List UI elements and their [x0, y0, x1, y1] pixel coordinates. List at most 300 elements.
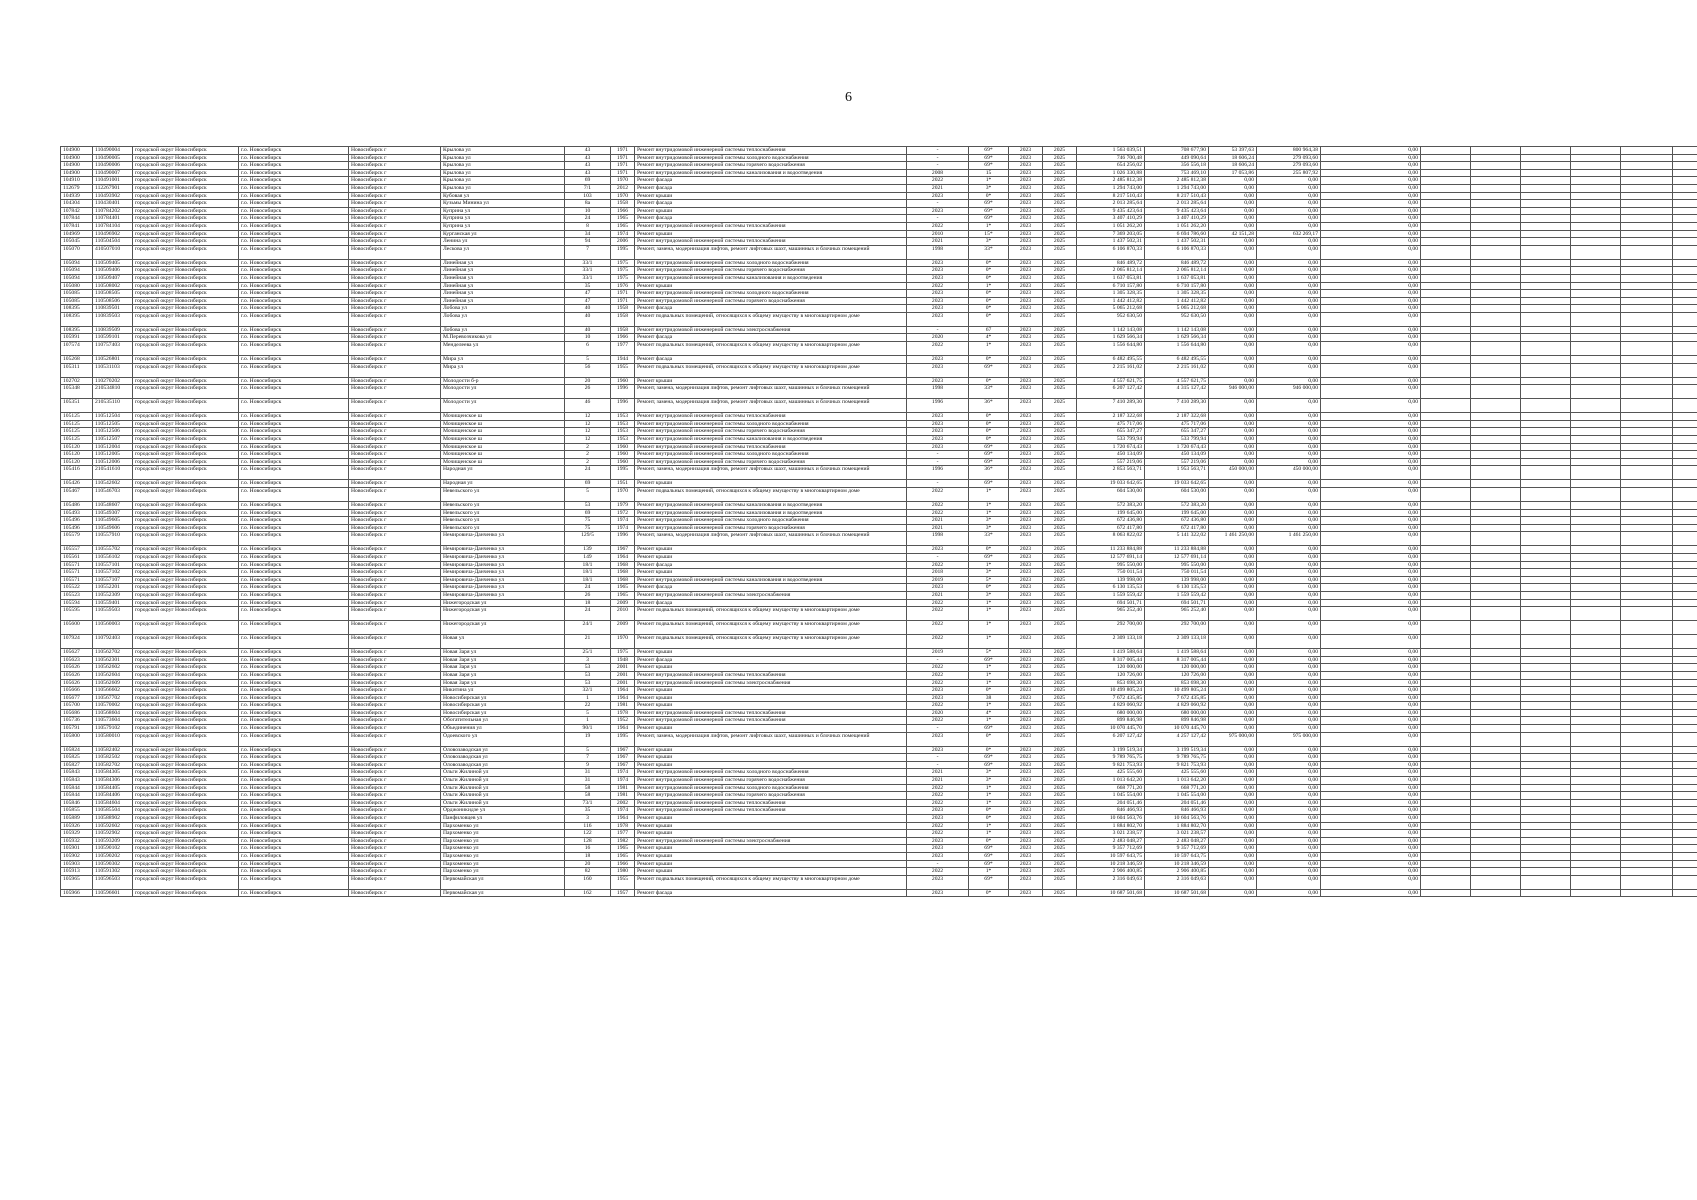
- cell-settlement: Новосибирск г: [349, 377, 441, 385]
- cell-house-number: 5: [565, 746, 611, 754]
- cell-work-id: 110508506: [93, 297, 133, 305]
- cell-wear-percent: 0*: [969, 259, 1009, 267]
- cell-plan-end-year: 2025: [1043, 784, 1077, 792]
- cell-empty: [1471, 162, 1521, 170]
- cell-empty: [1571, 297, 1621, 305]
- cell-wear-percent: 4*: [969, 334, 1009, 342]
- cell-municipality: городской округ Новосибирск: [133, 326, 239, 334]
- cell-house-id: 108395: [61, 326, 93, 334]
- cell-last-repair-year: 2023: [907, 875, 969, 889]
- cell-empty: [1521, 889, 1571, 897]
- cell-last-repair-year: 2021: [907, 777, 969, 785]
- table-row: [61, 420, 1697, 428]
- cell-fund-local: 0,00: [1209, 852, 1257, 860]
- cell-total-cost: 846 466,93: [1077, 807, 1145, 815]
- cell-empty: [1571, 784, 1621, 792]
- cell-street: Кузьмы Минина ул: [441, 200, 565, 208]
- cell-empty: [1471, 200, 1521, 208]
- cell-empty: [1521, 443, 1571, 451]
- cell-empty: [1521, 725, 1571, 733]
- cell-empty: [1673, 502, 1697, 510]
- cell-work-type: Ремонт, замена, модернизация лифтов, ремонт лифтовых шахт, машинных и блочных помещений: [635, 732, 907, 746]
- cell-empty: [1571, 761, 1621, 769]
- cell-fund-regional: 9 821 753,93: [1145, 761, 1209, 769]
- cell-empty: [1471, 377, 1521, 385]
- cell-work-type: Ремонт крыши: [635, 702, 907, 710]
- cell-empty: [1471, 451, 1521, 459]
- cell-empty: [1673, 230, 1697, 238]
- cell-plan-start-year: 2023: [1009, 245, 1043, 259]
- cell-work-type: Ремонт внутридомовой инженерной системы горячего водоснабжения: [635, 297, 907, 305]
- cell-empty: [1571, 342, 1621, 356]
- cell-wear-percent: 1*: [969, 830, 1009, 838]
- cell-plan-end-year: 2025: [1043, 177, 1077, 185]
- cell-fund-other: 0,00: [1321, 451, 1421, 459]
- cell-work-id: 110584406: [93, 792, 133, 800]
- cell-empty: [1421, 420, 1471, 428]
- cell-fund-local: 0,00: [1209, 769, 1257, 777]
- cell-municipality: городской округ Новосибирск: [133, 458, 239, 466]
- cell-build-year: 1974: [611, 777, 635, 785]
- cell-fund-other: 0,00: [1321, 524, 1421, 532]
- cell-empty: [1521, 607, 1571, 621]
- cell-work-type: Ремонт крыши: [635, 207, 907, 215]
- cell-work-id: 110512004: [93, 443, 133, 451]
- cell-municipality: городской округ Новосибирск: [133, 546, 239, 554]
- cell-municipality: городской округ Новосибирск: [133, 428, 239, 436]
- cell-fund-other: 0,00: [1321, 732, 1421, 746]
- cell-municipality: городской округ Новосибирск: [133, 259, 239, 267]
- cell-plan-start-year: 2023: [1009, 799, 1043, 807]
- cell-total-cost: 199 645,00: [1077, 509, 1145, 517]
- cell-house-id: 105467: [61, 488, 93, 502]
- cell-fund-other: 0,00: [1321, 509, 1421, 517]
- cell-empty: [1673, 709, 1697, 717]
- cell-plan-end-year: 2025: [1043, 852, 1077, 860]
- cell-empty: [1471, 177, 1521, 185]
- cell-plan-end-year: 2025: [1043, 466, 1077, 480]
- cell-empty: [1621, 717, 1673, 725]
- cell-empty: [1521, 436, 1571, 444]
- cell-plan-end-year: 2025: [1043, 222, 1077, 230]
- cell-total-cost: 3 407 410,29: [1077, 215, 1145, 223]
- cell-empty: [1421, 725, 1471, 733]
- cell-house-id: 108395: [61, 305, 93, 313]
- cell-municipality: городской округ Новосибирск: [133, 245, 239, 259]
- cell-fund-other: 0,00: [1321, 830, 1421, 838]
- cell-house-number: 12: [565, 436, 611, 444]
- cell-total-cost: 139 998,00: [1077, 576, 1145, 584]
- cell-fund-other: 0,00: [1321, 815, 1421, 823]
- cell-empty: [1421, 334, 1471, 342]
- cell-empty: [1471, 443, 1521, 451]
- cell-district: г.о. Новосибирск: [239, 889, 349, 897]
- cell-work-type: Ремонт внутридомовой инженерной системы холодного водоснабжения: [635, 451, 907, 459]
- cell-plan-start-year: 2023: [1009, 290, 1043, 298]
- table-row: [61, 488, 1697, 502]
- cell-empty: [1521, 679, 1571, 687]
- cell-municipality: городской округ Новосибирск: [133, 509, 239, 517]
- cell-street: М.Перевозчикова ул: [441, 334, 565, 342]
- cell-total-cost: 2 065 812,14: [1077, 267, 1145, 275]
- cell-house-id: 105666: [61, 687, 93, 695]
- cell-empty: [1673, 297, 1697, 305]
- cell-last-repair-year: -: [907, 480, 969, 488]
- cell-house-id: 105626: [61, 679, 93, 687]
- cell-work-id: 110839509: [93, 326, 133, 334]
- cell-empty: [1673, 517, 1697, 525]
- table-row: [61, 868, 1697, 876]
- cell-work-type: Ремонт внутридомовой инженерной системы теплоснабжения: [635, 222, 907, 230]
- table-row: [61, 305, 1697, 313]
- cell-street: Новосибирская ул: [441, 709, 565, 717]
- cell-fund-regional: 4 257 127,42: [1145, 732, 1209, 746]
- cell-empty: [1673, 215, 1697, 223]
- cell-house-number: 24/1: [565, 621, 611, 635]
- cell-empty: [1521, 312, 1571, 326]
- cell-district: г.о. Новосибирск: [239, 517, 349, 525]
- cell-fund-other: 0,00: [1321, 807, 1421, 815]
- cell-build-year: 1966: [611, 860, 635, 868]
- cell-empty: [1471, 679, 1521, 687]
- cell-fund-owners: 0,00: [1257, 553, 1321, 561]
- cell-fund-regional: 3 407 410,29: [1145, 215, 1209, 223]
- cell-street: Новая Заря ул: [441, 656, 565, 664]
- cell-work-id: 110512504: [93, 413, 133, 421]
- cell-street: Ольги Жилиной ул: [441, 784, 565, 792]
- cell-build-year: 2012: [611, 184, 635, 192]
- cell-empty: [1621, 649, 1673, 657]
- cell-fund-other: 0,00: [1321, 635, 1421, 649]
- cell-fund-local: 0,00: [1209, 822, 1257, 830]
- cell-empty: [1673, 799, 1697, 807]
- cell-plan-end-year: 2025: [1043, 230, 1077, 238]
- table-row: [61, 192, 1697, 200]
- cell-house-id: 105522: [61, 584, 93, 592]
- table-row: [61, 830, 1697, 838]
- cell-last-repair-year: 2023: [907, 377, 969, 385]
- cell-house-id: 105579: [61, 532, 93, 546]
- cell-street: Немировича-Данченко ул: [441, 569, 565, 577]
- cell-fund-owners: 0,00: [1257, 889, 1321, 897]
- cell-empty: [1571, 192, 1621, 200]
- cell-plan-start-year: 2023: [1009, 207, 1043, 215]
- cell-street: Новая Заря ул: [441, 679, 565, 687]
- cell-street: Крылова ул: [441, 162, 565, 170]
- cell-plan-start-year: 2023: [1009, 147, 1043, 155]
- cell-fund-regional: 356 556,18: [1145, 162, 1209, 170]
- cell-municipality: городской округ Новосибирск: [133, 702, 239, 710]
- cell-build-year: 1960: [611, 377, 635, 385]
- cell-street: Оловозаводская ул: [441, 761, 565, 769]
- cell-build-year: 1996: [611, 399, 635, 413]
- cell-district: г.о. Новосибирск: [239, 466, 349, 480]
- cell-total-cost: 654 256,02: [1077, 162, 1145, 170]
- cell-house-number: 2: [565, 458, 611, 466]
- cell-plan-end-year: 2025: [1043, 245, 1077, 259]
- cell-work-id: 110584405: [93, 784, 133, 792]
- cell-empty: [1421, 687, 1471, 695]
- cell-fund-local: 0,00: [1209, 754, 1257, 762]
- cell-fund-other: 0,00: [1321, 259, 1421, 267]
- cell-wear-percent: 69*: [969, 443, 1009, 451]
- cell-empty: [1673, 746, 1697, 754]
- cell-work-type: Ремонт крыши: [635, 649, 907, 657]
- cell-plan-end-year: 2025: [1043, 290, 1077, 298]
- cell-empty: [1471, 259, 1521, 267]
- table-row: [61, 502, 1697, 510]
- cell-fund-regional: 1 437 502,31: [1145, 238, 1209, 246]
- cell-municipality: городской округ Новосибирск: [133, 860, 239, 868]
- cell-work-id: 110590102: [93, 845, 133, 853]
- cell-plan-start-year: 2023: [1009, 679, 1043, 687]
- cell-wear-percent: 69*: [969, 754, 1009, 762]
- cell-fund-local: 0,00: [1209, 192, 1257, 200]
- cell-plan-end-year: 2025: [1043, 709, 1077, 717]
- cell-fund-local: 0,00: [1209, 725, 1257, 733]
- cell-empty: [1421, 621, 1471, 635]
- cell-street: Орджоникидзе ул: [441, 807, 565, 815]
- cell-work-id: 210541610: [93, 466, 133, 480]
- cell-street: Оловозаводская ул: [441, 754, 565, 762]
- cell-plan-start-year: 2023: [1009, 635, 1043, 649]
- cell-work-type: Ремонт крыши: [635, 569, 907, 577]
- cell-fund-regional: 11 233 884,88: [1145, 546, 1209, 554]
- cell-house-id: 105965: [61, 875, 93, 889]
- cell-house-id: 105932: [61, 837, 93, 845]
- cell-plan-end-year: 2025: [1043, 200, 1077, 208]
- cell-fund-owners: 0,00: [1257, 815, 1321, 823]
- cell-house-number: 149: [565, 553, 611, 561]
- cell-empty: [1421, 561, 1471, 569]
- cell-empty: [1521, 147, 1571, 155]
- cell-empty: [1621, 687, 1673, 695]
- cell-municipality: городской округ Новосибирск: [133, 413, 239, 421]
- cell-wear-percent: 0*: [969, 815, 1009, 823]
- cell-total-cost: 19 033 642,65: [1077, 480, 1145, 488]
- cell-wear-percent: 0*: [969, 546, 1009, 554]
- table-row: [61, 207, 1697, 215]
- cell-settlement: Новосибирск г: [349, 584, 441, 592]
- cell-fund-regional: 3 199 519,34: [1145, 746, 1209, 754]
- cell-total-cost: 10 070 445,70: [1077, 725, 1145, 733]
- cell-empty: [1521, 502, 1571, 510]
- cell-empty: [1673, 192, 1697, 200]
- cell-work-id: 110490006: [93, 162, 133, 170]
- cell-district: г.о. Новосибирск: [239, 451, 349, 459]
- cell-municipality: городской округ Новосибирск: [133, 679, 239, 687]
- cell-street: Новосибирская ул: [441, 702, 565, 710]
- cell-wear-percent: 3*: [969, 769, 1009, 777]
- cell-wear-percent: 69*: [969, 147, 1009, 155]
- cell-district: г.о. Новосибирск: [239, 702, 349, 710]
- cell-empty: [1471, 207, 1521, 215]
- table-row: [61, 215, 1697, 223]
- cell-work-id: 110526801: [93, 356, 133, 364]
- cell-empty: [1421, 385, 1471, 399]
- table-row: [61, 363, 1697, 377]
- cell-total-cost: 694 501,71: [1077, 599, 1145, 607]
- cell-empty: [1571, 656, 1621, 664]
- cell-fund-local: 0,00: [1209, 671, 1257, 679]
- cell-plan-end-year: 2025: [1043, 436, 1077, 444]
- cell-empty: [1421, 259, 1471, 267]
- cell-house-id: 105080: [61, 282, 93, 290]
- cell-empty: [1571, 238, 1621, 246]
- cell-house-id: 105045: [61, 238, 93, 246]
- cell-settlement: Новосибирск г: [349, 635, 441, 649]
- cell-house-id: 105493: [61, 509, 93, 517]
- cell-empty: [1421, 569, 1471, 577]
- cell-empty: [1673, 238, 1697, 246]
- table-row: [61, 458, 1697, 466]
- cell-empty: [1673, 822, 1697, 830]
- cell-empty: [1621, 777, 1673, 785]
- cell-wear-percent: 69*: [969, 458, 1009, 466]
- cell-work-type: Ремонт подвальных помещений, относящихся к общему имуществу в многоквартирном доме: [635, 342, 907, 356]
- cell-settlement: Новосибирск г: [349, 312, 441, 326]
- cell-plan-start-year: 2023: [1009, 169, 1043, 177]
- cell-house-id: 105827: [61, 761, 93, 769]
- cell-plan-start-year: 2023: [1009, 546, 1043, 554]
- cell-plan-start-year: 2023: [1009, 754, 1043, 762]
- cell-fund-regional: 9 357 712,69: [1145, 845, 1209, 853]
- cell-fund-regional: 10 597 643,75: [1145, 852, 1209, 860]
- cell-settlement: Новосибирск г: [349, 524, 441, 532]
- cell-municipality: городской округ Новосибирск: [133, 725, 239, 733]
- cell-work-id: 110784104: [93, 222, 133, 230]
- cell-street: Куприна ул: [441, 222, 565, 230]
- cell-empty: [1471, 725, 1521, 733]
- cell-settlement: Новосибирск г: [349, 777, 441, 785]
- cell-street: Одоевского ул: [441, 732, 565, 746]
- cell-street: Ольги Жилиной ул: [441, 792, 565, 800]
- cell-house-number: 18: [565, 852, 611, 860]
- cell-work-type: Ремонт, замена, модернизация лифтов, ремонт лифтовых шахт, машинных и блочных помещений: [635, 245, 907, 259]
- cell-last-repair-year: 2021: [907, 517, 969, 525]
- cell-street: Мочищенское ш: [441, 451, 565, 459]
- cell-fund-owners: 0,00: [1257, 420, 1321, 428]
- cell-last-repair-year: 2023: [907, 845, 969, 853]
- cell-empty: [1471, 230, 1521, 238]
- cell-total-cost: 899 846,98: [1077, 717, 1145, 725]
- cell-district: г.о. Новосибирск: [239, 717, 349, 725]
- cell-fund-regional: 708 677,90: [1145, 147, 1209, 155]
- cell-fund-local: 0,00: [1209, 342, 1257, 356]
- cell-fund-local: 0,00: [1209, 184, 1257, 192]
- cell-fund-regional: 572 383,20: [1145, 502, 1209, 510]
- cell-wear-percent: 1*: [969, 177, 1009, 185]
- cell-build-year: 1971: [611, 297, 635, 305]
- cell-wear-percent: 69*: [969, 725, 1009, 733]
- cell-empty: [1521, 509, 1571, 517]
- cell-empty: [1471, 147, 1521, 155]
- cell-last-repair-year: -: [907, 200, 969, 208]
- cell-fund-regional: 6 130 135,53: [1145, 584, 1209, 592]
- cell-empty: [1421, 458, 1471, 466]
- table-row: [61, 860, 1697, 868]
- cell-last-repair-year: 2023: [907, 428, 969, 436]
- cell-empty: [1521, 162, 1571, 170]
- cell-house-number: 26: [565, 591, 611, 599]
- cell-house-id: 105085: [61, 290, 93, 298]
- cell-empty: [1621, 799, 1673, 807]
- cell-empty: [1571, 769, 1621, 777]
- cell-street: Линейная ул: [441, 274, 565, 282]
- cell-district: г.о. Новосибирск: [239, 576, 349, 584]
- cell-district: г.о. Новосибирск: [239, 162, 349, 170]
- cell-fund-local: 0,00: [1209, 517, 1257, 525]
- cell-street: Мочищенское ш: [441, 413, 565, 421]
- cell-empty: [1571, 561, 1621, 569]
- table-row: [61, 746, 1697, 754]
- cell-empty: [1673, 576, 1697, 584]
- cell-fund-regional: 10 070 445,70: [1145, 725, 1209, 733]
- cell-empty: [1471, 553, 1521, 561]
- cell-total-cost: 9 357 712,69: [1077, 845, 1145, 853]
- cell-fund-regional: 425 555,60: [1145, 769, 1209, 777]
- cell-municipality: городской округ Новосибирск: [133, 200, 239, 208]
- cell-empty: [1521, 458, 1571, 466]
- cell-build-year: 1958: [611, 305, 635, 313]
- cell-municipality: городской округ Новосибирск: [133, 420, 239, 428]
- cell-total-cost: 6 207 127,42: [1077, 385, 1145, 399]
- cell-fund-local: 0,00: [1209, 584, 1257, 592]
- cell-empty: [1673, 509, 1697, 517]
- cell-empty: [1471, 656, 1521, 664]
- cell-fund-local: 0,00: [1209, 845, 1257, 853]
- cell-empty: [1621, 458, 1673, 466]
- cell-last-repair-year: 2022: [907, 784, 969, 792]
- table-row: [61, 635, 1697, 649]
- cell-fund-other: 0,00: [1321, 274, 1421, 282]
- cell-street: Ольги Жилиной ул: [441, 777, 565, 785]
- cell-empty: [1621, 267, 1673, 275]
- cell-plan-start-year: 2023: [1009, 215, 1043, 223]
- cell-total-cost: 1 637 053,81: [1077, 274, 1145, 282]
- cell-build-year: 1964: [611, 815, 635, 823]
- cell-settlement: Новосибирск г: [349, 599, 441, 607]
- cell-municipality: городской округ Новосибирск: [133, 207, 239, 215]
- cell-fund-local: 0,00: [1209, 200, 1257, 208]
- cell-work-type: Ремонт внутридомовой инженерной системы холодного водоснабжения: [635, 784, 907, 792]
- table-row: [61, 177, 1697, 185]
- cell-work-id: 110504504: [93, 238, 133, 246]
- cell-fund-owners: 632 269,17: [1257, 230, 1321, 238]
- cell-plan-end-year: 2025: [1043, 334, 1077, 342]
- cell-street: Новая Заря ул: [441, 671, 565, 679]
- cell-fund-regional: 8 217 510,43: [1145, 192, 1209, 200]
- cell-municipality: городской округ Новосибирск: [133, 845, 239, 853]
- cell-house-number: 35: [565, 282, 611, 290]
- cell-work-id: 110496902: [93, 230, 133, 238]
- cell-street: Пархоменко ул: [441, 837, 565, 845]
- cell-empty: [1621, 259, 1673, 267]
- cell-empty: [1673, 443, 1697, 451]
- cell-empty: [1471, 732, 1521, 746]
- cell-empty: [1421, 480, 1471, 488]
- cell-fund-regional: 2 316 049,63: [1145, 875, 1209, 889]
- cell-fund-owners: 0,00: [1257, 792, 1321, 800]
- cell-settlement: Новосибирск г: [349, 230, 441, 238]
- cell-fund-local: 0,00: [1209, 509, 1257, 517]
- cell-empty: [1471, 184, 1521, 192]
- cell-house-id: 105901: [61, 845, 93, 853]
- cell-wear-percent: 0*: [969, 807, 1009, 815]
- cell-last-repair-year: 2023: [907, 363, 969, 377]
- cell-district: г.о. Новосибирск: [239, 807, 349, 815]
- cell-house-number: 18/1: [565, 576, 611, 584]
